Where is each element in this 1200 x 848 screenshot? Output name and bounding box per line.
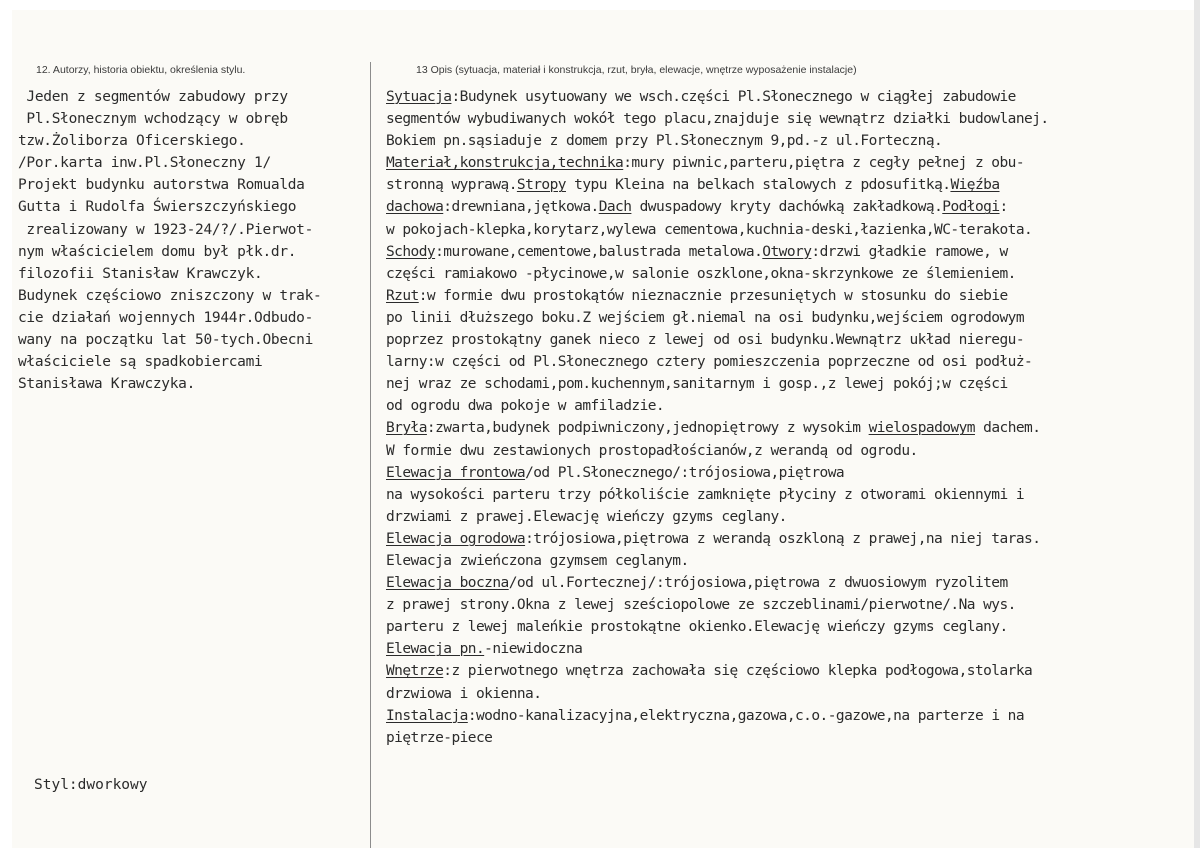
text-line: zrealizowany w 1923-24/?/.Pierwot-: [18, 221, 314, 238]
text-line: [386, 528, 1198, 550]
description-section: [386, 86, 1198, 749]
text-line: Pl.Słonecznym wchodzący w obręb: [18, 111, 288, 128]
text-segment: :mury piwnic,parteru,piętra z cegły pełnej z obu-: [623, 155, 1025, 172]
text-line: [386, 285, 1198, 307]
text-segment: od ogrodu dwa pokoje w amfiladzie.: [386, 398, 665, 415]
text-line: [386, 152, 1198, 174]
section-heading: Elewacja frontowa: [386, 464, 526, 481]
text-segment: parteru z lewej maleńkie prostokątne okienko.Elewację wieńczy gzyms ceglany.: [386, 619, 1008, 636]
text-line: filozofii Stanisław Krawczyk.: [18, 265, 263, 282]
text-line: [386, 329, 1198, 351]
section-heading: Sytuacja: [386, 89, 452, 105]
text-line: tzw.Żoliborza Oficerskiego.: [18, 133, 246, 150]
text-line: [386, 108, 1198, 130]
text-segment: typu Kleina na belkach stalowych z pdosufitką.: [565, 177, 951, 194]
text-segment: :zwarta,budynek podpiwniczony,jednopiętrowy z wysokim: [426, 420, 869, 437]
text-line: nym właścicielem domu był płk.dr.: [18, 243, 297, 260]
text-segment: części ramiakowo -płycinowe,w salonie oszklone,okna-skrzynkowe ze ślemieniem.: [386, 265, 1016, 282]
text-line: [386, 462, 1198, 484]
text-line: Stanisława Krawczyka.: [18, 376, 196, 393]
text-segment: :drewniana,jętkowa.: [443, 199, 599, 216]
text-segment: :trójosiowa,piętrowa z werandą oszkloną z prawej,na niej taras.: [525, 530, 1041, 547]
text-segment: segmentów wybudiwanych wokół tego placu,znajduje się wewnątrz działki budowlanej.: [386, 111, 1049, 128]
section-heading: Stropy: [516, 177, 566, 194]
text-line: [386, 241, 1198, 263]
text-line: [386, 616, 1198, 638]
text-segment: dachem.: [974, 420, 1041, 437]
text-line: [386, 219, 1198, 241]
text-line: wany na początku lat 50-tych.Obecni: [18, 332, 314, 349]
column-divider: [370, 62, 371, 848]
text-segment: z prawej strony.Okna z lewej sześciopolowe ze szczeblinami/pierwotne/.Na wys.: [386, 597, 1016, 614]
text-line: [386, 263, 1198, 285]
section-heading: Rzut: [386, 287, 419, 304]
text-segment: :wodno-kanalizacyjna,elektryczna,gazowa,c.o.-gazowe,na parterze i na: [467, 707, 1025, 724]
section-heading: Schody: [386, 243, 436, 260]
scan-edge-left: [0, 0, 12, 848]
text-segment: :murowane,cementowe,balustrada metalowa.: [435, 243, 763, 260]
text-segment: :z pierwotnego wnętrza zachowała się częściowo klepka podłogowa,stolarka: [443, 663, 1033, 680]
text-segment: -niewidoczna: [484, 641, 583, 658]
text-line: [386, 174, 1198, 196]
text-line: [386, 572, 1198, 594]
section-heading: Więźba: [950, 177, 1000, 194]
text-segment: piętrze-piece: [386, 729, 493, 746]
scan-edge-top: [0, 0, 1200, 10]
text-segment: :: [999, 199, 1008, 216]
section-heading: Materiał,konstrukcja,technika: [386, 155, 624, 172]
text-segment: nej wraz ze schodami,pom.kuchennym,sanitarnym i gosp.,z lewej pokój;w części: [386, 376, 1008, 393]
text-line: Gutta i Rudolfa Świerszczyńskiego: [18, 199, 297, 216]
text-segment: :Budynek usytuowany we wsch.części Pl.Słonecznego w ciągłej zabudowie: [451, 89, 1016, 105]
text-segment: W formie dwu zestawionych prostopadłościanów,z werandą od ogrodu.: [386, 442, 918, 459]
text-segment: :w formie dwu prostokątów nieznacznie przesuniętych w stosunku do siebie: [418, 287, 1008, 304]
text-line: cie działań wojennych 1944r.Odbudo-: [18, 309, 314, 326]
text-line: /Por.karta inw.Pl.Słoneczny 1/: [18, 155, 271, 172]
text-segment: drzwiami z prawej.Elewację wieńczy gzyms ceglany.: [386, 508, 787, 525]
text-line: [386, 130, 1198, 152]
text-segment: dwuspadowy kryty dachówką zakładkową.: [631, 199, 943, 216]
text-line: [386, 683, 1198, 705]
text-segment: Bokiem pn.sąsiaduje z domem przy Pl.Słonecznym 9,pd.-z ul.Forteczną.: [386, 133, 943, 150]
section-heading: Elewacja boczna: [386, 575, 509, 592]
text-line: [386, 86, 1198, 108]
text-line: [386, 395, 1198, 417]
text-line: [386, 638, 1198, 660]
section-heading: wielospadowym: [868, 420, 975, 437]
text-segment: stronną wyprawą.: [386, 177, 517, 194]
section-heading: Instalacja: [386, 707, 468, 724]
section-heading: dachowa: [386, 199, 444, 216]
text-line: [386, 705, 1198, 727]
text-segment: larny:w części od Pl.Słonecznego cztery pomieszczenia poprzeczne od osi podłuż-: [386, 354, 1033, 371]
text-segment: /od Pl.Słonecznego/:trójosiowa,piętrowa: [525, 464, 845, 481]
style-note: Styl:dworkowy: [34, 777, 148, 793]
section-heading: Podłogi: [942, 199, 1000, 216]
text-segment: w pokojach-klepka,korytarz,wylewa cementowa,kuchnia-deski,łazienka,WC-terakota.: [386, 221, 1033, 238]
text-segment: po linii dłuższego boku.Z wejściem gł.niemal na osi budynku,wejściem ogrodowym: [386, 309, 1025, 326]
text-segment: Elewacja zwieńczona gzymsem ceglanym.: [386, 552, 689, 569]
text-segment: na wysokości parteru trzy półkoliście zamknięte płyciny z otworami okiennymi i: [386, 486, 1025, 503]
section-heading: Dach: [598, 199, 632, 216]
section-heading: Otwory: [762, 243, 812, 260]
right-column-header: 13 Opis (sytuacja, materiał i konstrukcja, rzut, bryła, elewacje, wnętrze wyposażenie instalacje): [416, 64, 857, 76]
section-heading: Elewacja ogrodowa: [386, 530, 526, 547]
left-column-header: 12. Autorzy, historia obiektu, określenia stylu.: [36, 64, 246, 76]
text-line: Projekt budynku autorstwa Romualda: [18, 177, 305, 194]
text-line: [386, 506, 1198, 528]
text-segment: drzwiowa i okienna.: [386, 685, 542, 702]
text-line: [386, 373, 1198, 395]
authors-history-section: [18, 86, 366, 395]
text-line: [386, 417, 1198, 439]
text-segment: poprzez prostokątny ganek nieco z lewej od osi budynku.Wewnątrz układ nieregu-: [386, 332, 1025, 349]
text-line: [386, 660, 1198, 682]
text-line: [386, 307, 1198, 329]
text-line: [386, 550, 1198, 572]
section-heading: Bryła: [386, 420, 427, 437]
section-heading: Wnętrze: [386, 663, 444, 680]
text-line: [386, 440, 1198, 462]
text-line: [386, 484, 1198, 506]
text-line: właściciele są spadkobiercami: [18, 354, 263, 371]
text-line: [386, 196, 1198, 218]
text-line: Budynek częściowo zniszczony w trak-: [18, 287, 322, 304]
text-line: [386, 351, 1198, 373]
text-line: [386, 727, 1198, 749]
text-line: [386, 594, 1198, 616]
section-heading: Elewacja pn.: [386, 641, 485, 658]
text-segment: /od ul.Fortecznej/:trójosiowa,piętrowa z dwuosiowym ryzolitem: [508, 575, 1008, 592]
text-line: Jeden z segmentów zabudowy przy: [18, 89, 288, 105]
text-segment: :drzwi gładkie ramowe, w: [811, 243, 1008, 260]
